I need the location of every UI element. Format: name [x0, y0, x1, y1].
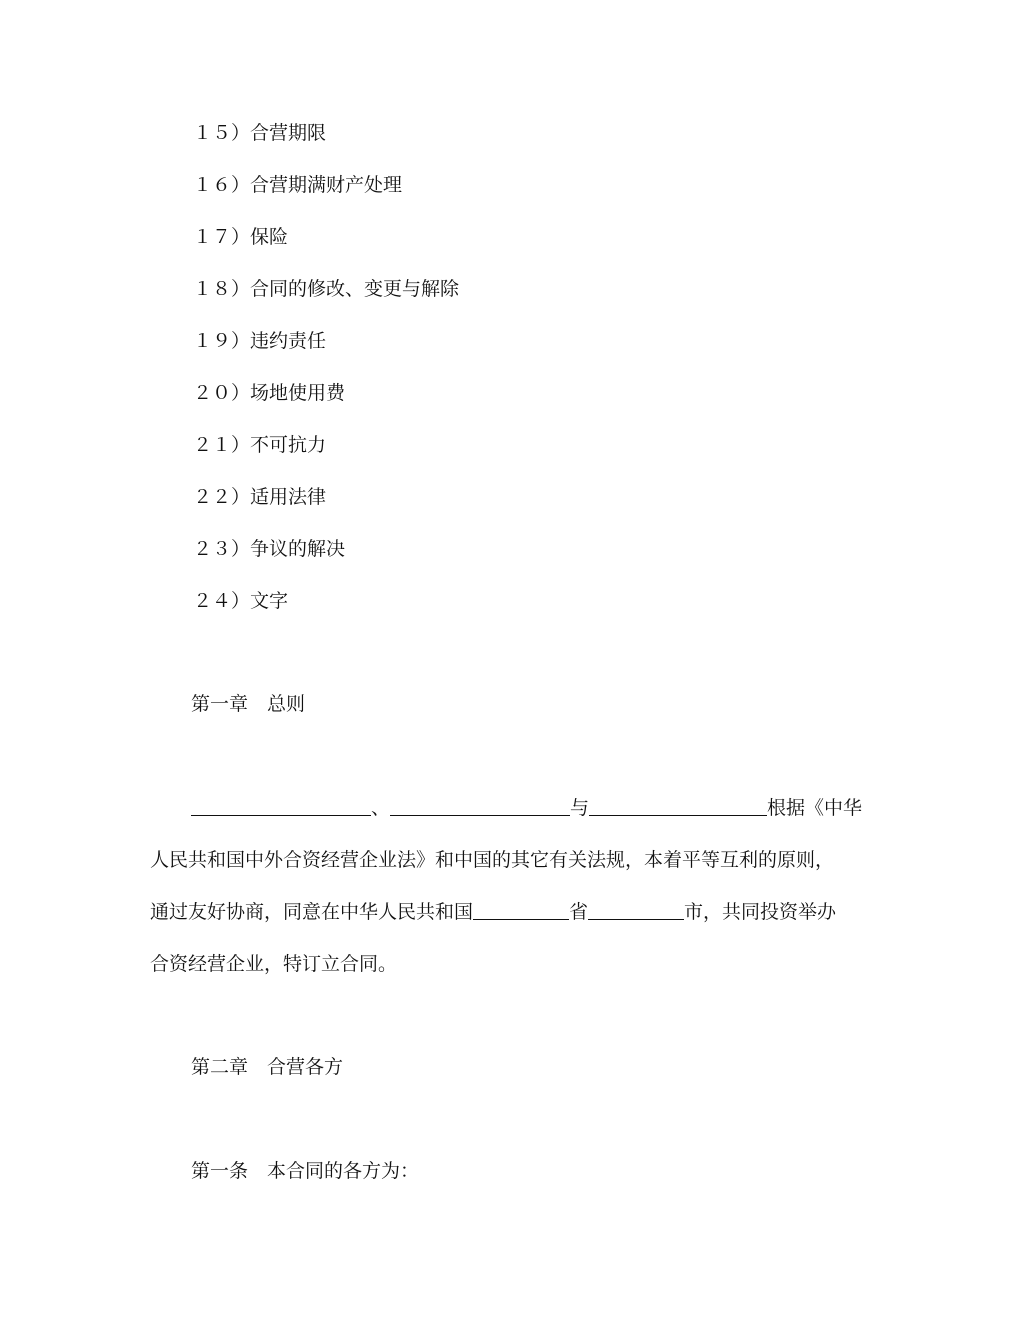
toc-item-17: １７）保险: [193, 226, 289, 248]
intro-line-3-start: 通过友好协商，同意在中华人民共和国: [150, 901, 474, 923]
intro-line-1-end: 根据《中华: [767, 797, 863, 819]
city-blank[interactable]: [588, 901, 684, 920]
intro-line-3-end: 市，共同投资举办: [684, 901, 837, 923]
toc-item-22: ２２）适用法律: [193, 486, 327, 508]
article-one-heading: 第一条 本合同的各方为：: [191, 1160, 420, 1182]
toc-item-21: ２１）不可抗力: [193, 434, 327, 456]
province-blank[interactable]: [473, 901, 569, 920]
intro-line-2: 人民共和国中外合资经营企业法》和中国的其它有关法规，本着平等互利的原则，: [150, 849, 835, 871]
party-a-blank[interactable]: [191, 797, 371, 816]
toc-item-20: ２０）场地使用费: [193, 382, 346, 404]
toc-item-15: １５）合营期限: [193, 122, 327, 144]
chapter-two-heading: 第二章 合营各方: [191, 1056, 344, 1078]
party-b-blank[interactable]: [390, 797, 570, 816]
intro-line-4: 合资经营企业，特订立合同。: [150, 953, 398, 975]
toc-item-18: １８）合同的修改、变更与解除: [193, 278, 460, 300]
party-c-blank[interactable]: [589, 797, 767, 816]
toc-item-19: １９）违约责任: [193, 330, 327, 352]
province-label: 省: [569, 901, 589, 923]
intro-separator-1: 、: [371, 797, 391, 819]
toc-item-24: ２４）文字: [193, 590, 289, 612]
toc-item-16: １６）合营期满财产处理: [193, 174, 403, 196]
intro-line-1: [191, 796, 862, 820]
intro-line-3: [150, 900, 870, 924]
toc-item-23: ２３）争议的解决: [193, 538, 346, 560]
chapter-one-heading: 第一章 总则: [191, 693, 306, 715]
intro-separator-2: 与: [570, 797, 590, 819]
